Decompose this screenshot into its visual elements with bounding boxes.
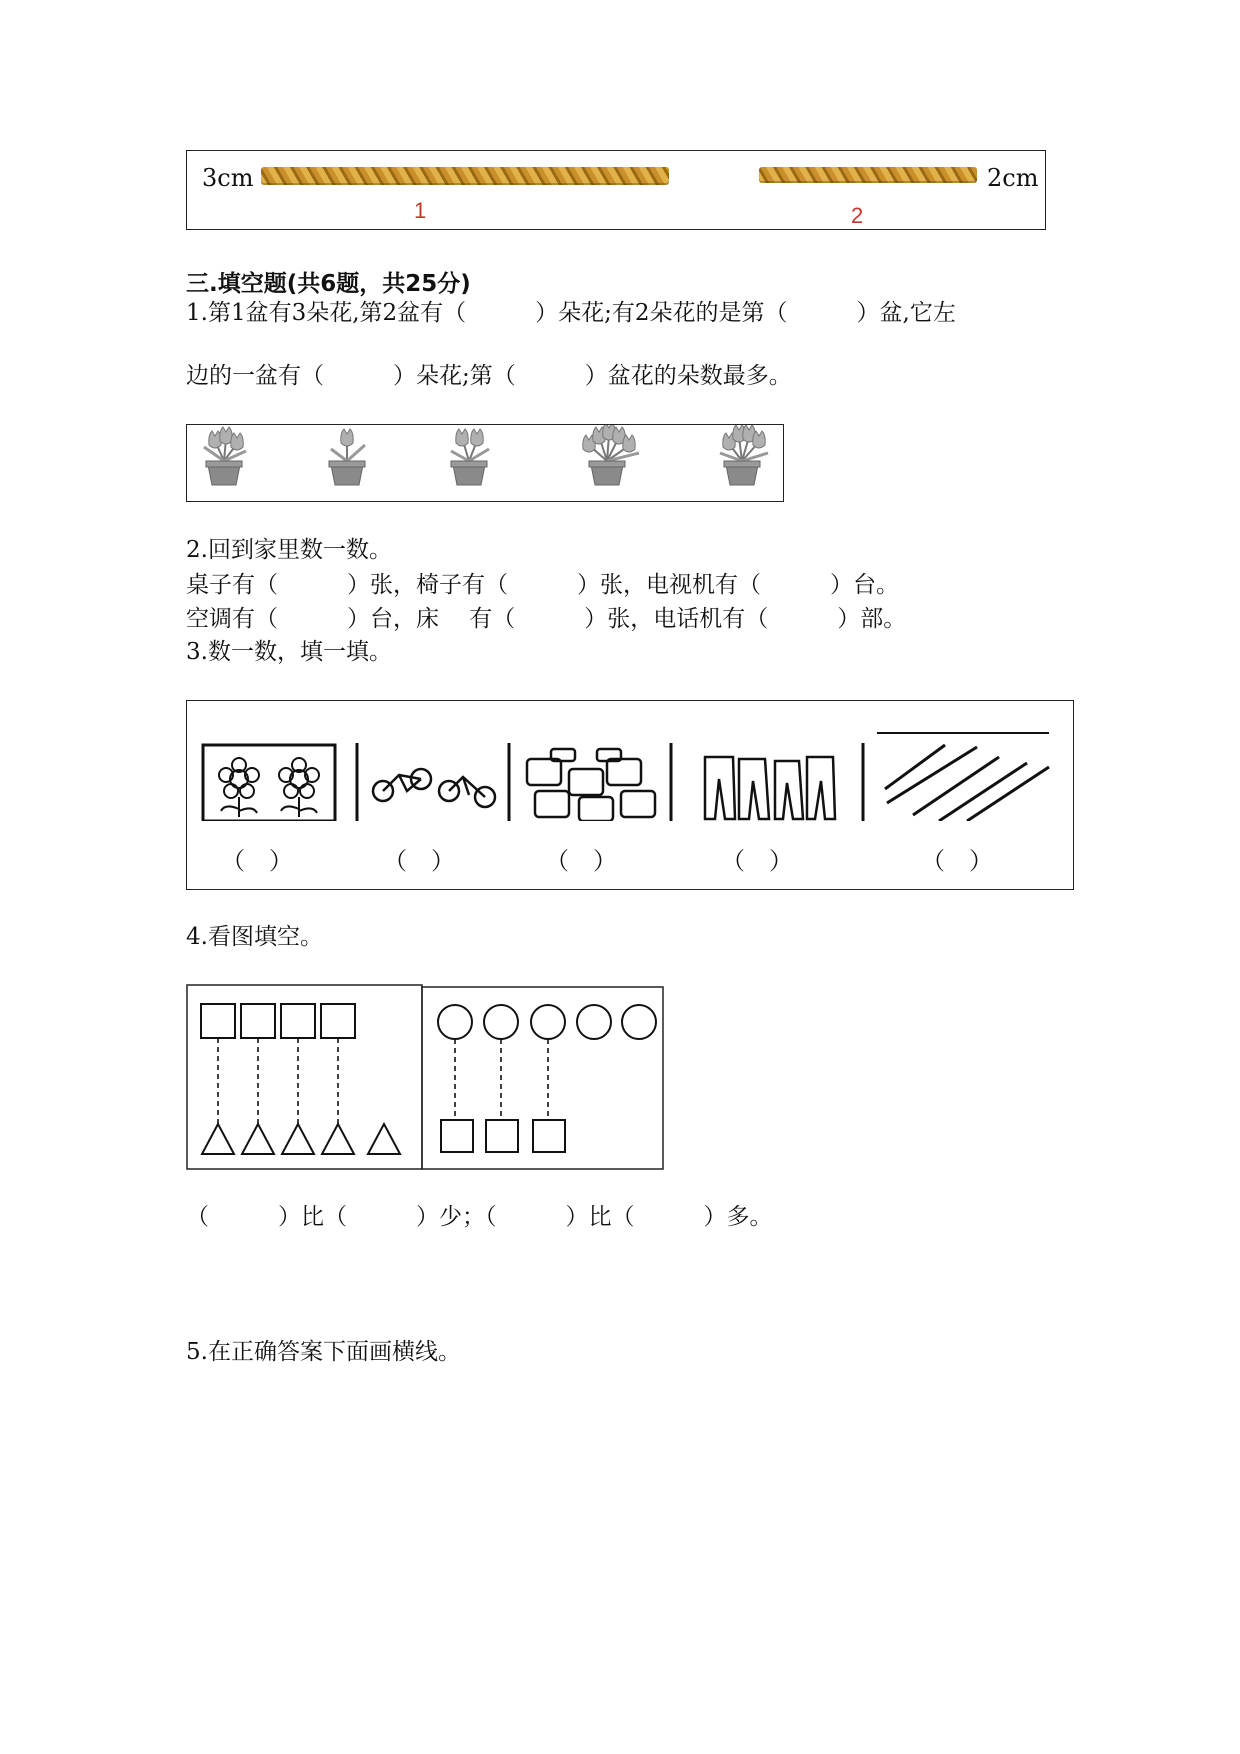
count-blank-4[interactable]: （ ） [721, 847, 793, 875]
circle-icon [484, 1005, 518, 1039]
square-icon [533, 1120, 565, 1152]
q1-line-1: 1.第1盆有3朵花,第2盆有（ ）朵花;有2朵花的是第（ ）盆,它左 [186, 300, 956, 326]
circle-icon [622, 1005, 656, 1039]
pens-group-icon [877, 733, 1049, 821]
section-heading: 三.填空题(共6题，共25分) [186, 271, 471, 297]
flowers-group-icon [203, 745, 335, 821]
rope-figure [186, 150, 1046, 230]
pot-2-icon [329, 429, 365, 485]
circle-icon [438, 1005, 472, 1039]
shapes-comparison-figure [186, 984, 666, 1172]
rope-1-number: 1 [414, 198, 427, 223]
count-figure-svg [187, 711, 1073, 821]
cups-group-icon [527, 749, 655, 821]
rope-2-number: 2 [851, 203, 864, 228]
triangle-icon [368, 1124, 400, 1154]
q4-answer-line: （ ）比（ ）少；（ ）比（ ）多。 [186, 1204, 773, 1230]
square-icon [201, 1004, 235, 1038]
square-icon [321, 1004, 355, 1038]
rope-2 [759, 167, 977, 183]
square-icon [441, 1120, 473, 1152]
square-icon [241, 1004, 275, 1038]
rope-right-length-label: 2cm [987, 164, 1039, 192]
count-figure [186, 700, 1074, 890]
rope-1 [261, 167, 669, 185]
q2-line-1: 桌子有（ ）张，椅子有（ ）张，电视机有（ ）台。 [186, 572, 899, 598]
q2-line-2: 空调有（ ）台，床 有（ ）张，电话机有（ ）部。 [186, 606, 907, 632]
q4-title: 4.看图填空。 [186, 924, 323, 950]
pot-4-icon [583, 425, 639, 485]
count-blank-3[interactable]: （ ） [545, 847, 617, 875]
circle-icon [531, 1005, 565, 1039]
square-icon [486, 1120, 518, 1152]
flower-pots-figure [186, 424, 784, 502]
rope-left-length-label: 3cm [202, 164, 254, 192]
flower-pots-svg [187, 425, 783, 501]
q5-title: 5.在正确答案下面画横线。 [186, 1339, 461, 1365]
triangle-icon [202, 1124, 234, 1154]
q3-title: 3.数一数，填一填。 [186, 639, 392, 665]
pot-1-icon [204, 427, 246, 485]
right-panel [422, 987, 663, 1169]
q1-line-2: 边的一盆有（ ）朵花;第（ ）盆花的朵数最多。 [186, 363, 792, 389]
triangle-icon [242, 1124, 274, 1154]
count-blank-5[interactable]: （ ） [921, 847, 993, 875]
left-panel [187, 985, 422, 1169]
square-icon [281, 1004, 315, 1038]
q2-title: 2.回到家里数一数。 [186, 537, 392, 563]
triangle-icon [282, 1124, 314, 1154]
pot-3-icon [451, 429, 489, 485]
pot-5-icon [720, 425, 768, 485]
trousers-group-icon [705, 757, 835, 819]
triangle-icon [322, 1124, 354, 1154]
bicycles-group-icon [373, 769, 495, 807]
circle-icon [577, 1005, 611, 1039]
count-blank-2[interactable]: （ ） [383, 847, 455, 875]
count-blank-1[interactable]: （ ） [221, 847, 293, 875]
